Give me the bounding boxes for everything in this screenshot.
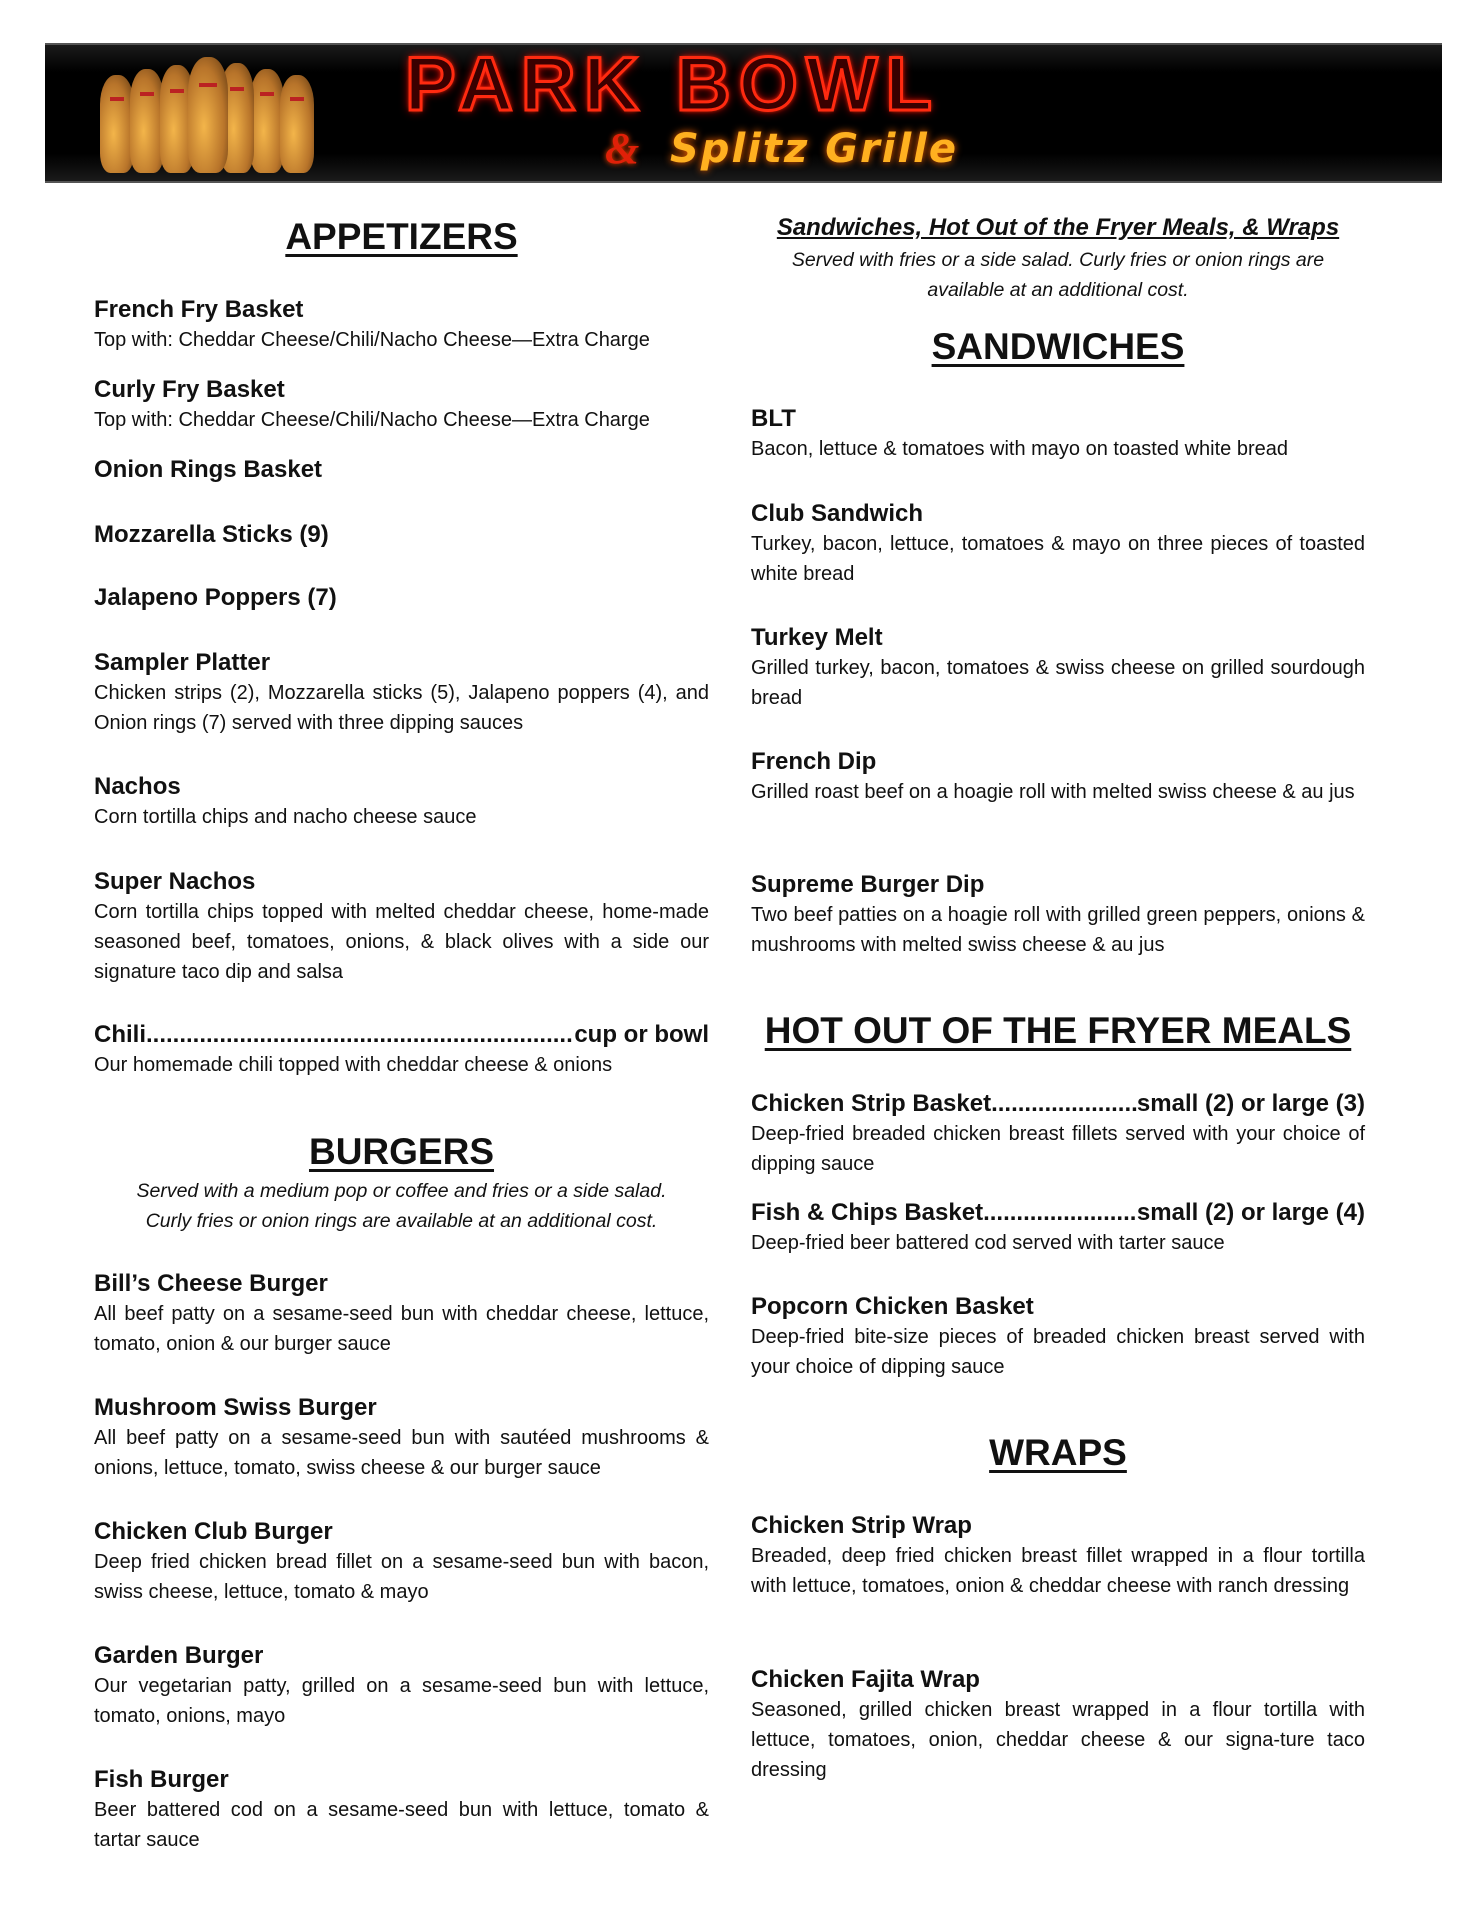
menu-item-name: Sampler Platter xyxy=(94,649,271,676)
header-banner-logo xyxy=(45,43,1442,183)
menu-item-name: Chicken Strip Basket xyxy=(751,1090,992,1117)
dot-leader xyxy=(146,1020,574,1050)
right-column-header: Sandwiches, Hot Out of the Fryer Meals, & Wraps xyxy=(776,214,1340,241)
menu-item-description: Corn tortilla chips topped with melted cheddar cheese, home-made seasoned beef, tomatoes, onions, & black olives with a side our signature taco dip and salsa xyxy=(94,901,709,983)
menu-item xyxy=(751,1511,1365,1601)
burgers-heading: BURGERS xyxy=(308,1131,495,1172)
menu-item-name: Curly Fry Basket xyxy=(94,376,285,403)
menu-item-name: Onion Rings Basket xyxy=(94,456,323,483)
menu-item-description: Deep fried chicken bread fillet on a sesame-seed bun with bacon, swiss cheese, lettuce, tomato & mayo xyxy=(94,1551,709,1603)
wraps-heading: WRAPS xyxy=(989,1432,1127,1473)
menu-item xyxy=(751,1198,1365,1258)
menu-item-name: Supreme Burger Dip xyxy=(751,871,985,898)
menu-item-size: cup or bowl xyxy=(574,1021,709,1048)
menu-item-title xyxy=(751,1198,1365,1228)
menu-item-description: Grilled turkey, bacon, tomatoes & swiss cheese on grilled sourdough bread xyxy=(751,657,1365,709)
menu-item-description: All beef patty on a sesame-seed bun with cheddar cheese, lettuce, tomato, onion & our burger sauce xyxy=(94,1303,709,1355)
menu-item-name: Chicken Fajita Wrap xyxy=(751,1666,980,1693)
menu-item-title xyxy=(94,1020,709,1050)
burgers-note xyxy=(74,1176,729,1236)
menu-item-title xyxy=(94,1269,709,1299)
menu-item-description: Our homemade chili topped with cheddar cheese & onions xyxy=(94,1054,613,1076)
menu-item xyxy=(94,1641,709,1731)
menu-item xyxy=(94,867,709,987)
menu-item-title xyxy=(94,772,709,802)
bowling-pins-image xyxy=(100,53,330,173)
logo-ampersand: & xyxy=(605,124,640,173)
menu-item xyxy=(94,648,709,738)
right-note-line: available at an additional cost. xyxy=(927,279,1189,301)
menu-item-title xyxy=(751,623,1365,653)
menu-item-title xyxy=(94,583,709,613)
menu-item-title xyxy=(94,1641,709,1671)
menu-item-description: Beer battered cod on a sesame-seed bun with lettuce, tomato & tartar sauce xyxy=(94,1799,709,1851)
menu-item xyxy=(751,1292,1365,1382)
menu-item xyxy=(751,1665,1365,1785)
menu-item-description: Deep-fried bite-size pieces of breaded chicken breast served with your choice of dipping sauce xyxy=(751,1326,1365,1378)
menu-item-name: Garden Burger xyxy=(94,1642,264,1669)
menu-item xyxy=(751,1089,1365,1179)
menu-item-name: Super Nachos xyxy=(94,868,256,895)
sandwiches-heading: SANDWICHES xyxy=(931,326,1185,367)
menu-item-description: Turkey, bacon, lettuce, tomatoes & mayo on three pieces of toasted white bread xyxy=(751,533,1365,585)
menu-item-name: BLT xyxy=(751,405,796,432)
menu-item-description: Our vegetarian patty, grilled on a sesame-seed bun with lettuce, tomato, onions, mayo xyxy=(94,1675,709,1727)
menu-item xyxy=(94,1765,709,1855)
menu-item xyxy=(94,1269,709,1359)
menu-item-name: French Fry Basket xyxy=(94,296,304,323)
appetizers-heading: APPETIZERS xyxy=(285,216,518,257)
menu-item-description: Bacon, lettuce & tomatoes with mayo on toasted white bread xyxy=(751,438,1288,460)
menu-item-description: Chicken strips (2), Mozzarella sticks (5), Jalapeno poppers (4), and Onion rings (7) served with three dipping sauces xyxy=(94,682,709,734)
menu-item xyxy=(94,1393,709,1483)
fryer-meals-heading: HOT OUT OF THE FRYER MEALS xyxy=(764,1010,1352,1051)
menu-item-name: French Dip xyxy=(751,748,877,775)
menu-item-name: Turkey Melt xyxy=(751,624,883,651)
menu-item xyxy=(751,404,1365,464)
dot-leader xyxy=(991,1089,1137,1119)
menu-item-title xyxy=(751,404,1365,434)
menu-item-title xyxy=(751,1665,1365,1695)
menu-item-name: Nachos xyxy=(94,773,181,800)
menu-item xyxy=(94,375,709,435)
menu-item xyxy=(751,870,1365,960)
menu-item-name: Mushroom Swiss Burger xyxy=(94,1394,377,1421)
menu-item xyxy=(94,455,709,485)
menu-item-description: Breaded, deep fried chicken breast fillet wrapped in a flour tortilla with lettuce, tomatoes, onion & cheddar cheese with ranch dressing xyxy=(751,1545,1365,1597)
menu-item xyxy=(94,772,709,832)
menu-item-title xyxy=(94,1393,709,1423)
menu-item-title xyxy=(94,648,709,678)
menu-item-size: small (2) or large (4) xyxy=(1136,1199,1365,1226)
menu-item-size: small (2) or large (3) xyxy=(1136,1090,1365,1117)
menu-item-title xyxy=(94,520,709,550)
menu-item-title xyxy=(94,455,709,485)
menu-item xyxy=(751,623,1365,713)
menu-item xyxy=(94,1517,709,1607)
menu-item-title xyxy=(94,1765,709,1795)
menu-item-title xyxy=(94,867,709,897)
menu-item-description: Top with: Cheddar Cheese/Chili/Nacho Cheese—Extra Charge xyxy=(94,409,650,431)
right-column-note xyxy=(731,245,1385,305)
menu-item-name: Popcorn Chicken Basket xyxy=(751,1293,1034,1320)
burgers-note-line: Curly fries or onion rings are available at an additional cost. xyxy=(145,1210,658,1232)
logo-title: PARK BOWL xyxy=(405,43,940,127)
menu-item-name: Bill’s Cheese Burger xyxy=(94,1270,328,1297)
dot-leader xyxy=(983,1198,1137,1228)
menu-item xyxy=(751,747,1365,807)
menu-item-name: Club Sandwich xyxy=(751,500,924,527)
menu-item xyxy=(94,295,709,355)
menu-item-title xyxy=(751,870,1365,900)
menu-item xyxy=(94,1020,709,1080)
menu-item-description: Corn tortilla chips and nacho cheese sauce xyxy=(94,806,477,828)
menu-item-description: Two beef patties on a hoagie roll with grilled green peppers, onions & mushrooms with melted swiss cheese & au jus xyxy=(751,904,1365,956)
right-note-line: Served with fries or a side salad. Curly fries or onion rings are xyxy=(791,249,1325,271)
menu-item-name: Mozzarella Sticks (9) xyxy=(94,521,329,548)
menu-item xyxy=(94,520,709,550)
menu-item-title xyxy=(94,375,709,405)
menu-item-title xyxy=(751,747,1365,777)
menu-item-description: Deep-fried beer battered cod served with tarter sauce xyxy=(751,1232,1225,1254)
menu-item-description: Deep-fried breaded chicken breast fillets served with your choice of dipping sauce xyxy=(751,1123,1365,1175)
menu-item-title xyxy=(751,1292,1365,1322)
menu-item xyxy=(751,499,1365,589)
logo-subtitle: Splitz Grille xyxy=(670,126,959,172)
menu-item-title xyxy=(751,1511,1365,1541)
menu-item-description: Seasoned, grilled chicken breast wrapped in a flour tortilla with lettuce, tomatoes, onion, cheddar cheese & our signa-ture taco dressing xyxy=(751,1699,1365,1781)
burgers-note-line: Served with a medium pop or coffee and fries or a side salad. xyxy=(136,1180,667,1202)
menu-item-name: Fish Burger xyxy=(94,1766,229,1793)
menu-item-description: Grilled roast beef on a hoagie roll with melted swiss cheese & au jus xyxy=(751,781,1355,803)
menu-item-name: Fish & Chips Basket xyxy=(751,1199,984,1226)
menu-item-name: Chili xyxy=(94,1021,146,1048)
menu-item-title xyxy=(94,295,709,325)
menu-item-title xyxy=(94,1517,709,1547)
menu-item-name: Chicken Club Burger xyxy=(94,1518,333,1545)
menu-item-description: All beef patty on a sesame-seed bun with sautéed mushrooms & onions, lettuce, tomato, swiss cheese & our burger sauce xyxy=(94,1427,709,1479)
menu-item-description: Top with: Cheddar Cheese/Chili/Nacho Cheese—Extra Charge xyxy=(94,329,650,351)
menu-item-title xyxy=(751,499,1365,529)
menu-item xyxy=(94,583,709,613)
menu-item-name: Jalapeno Poppers (7) xyxy=(94,584,337,611)
menu-item-name: Chicken Strip Wrap xyxy=(751,1512,972,1539)
menu-item-title xyxy=(751,1089,1365,1119)
